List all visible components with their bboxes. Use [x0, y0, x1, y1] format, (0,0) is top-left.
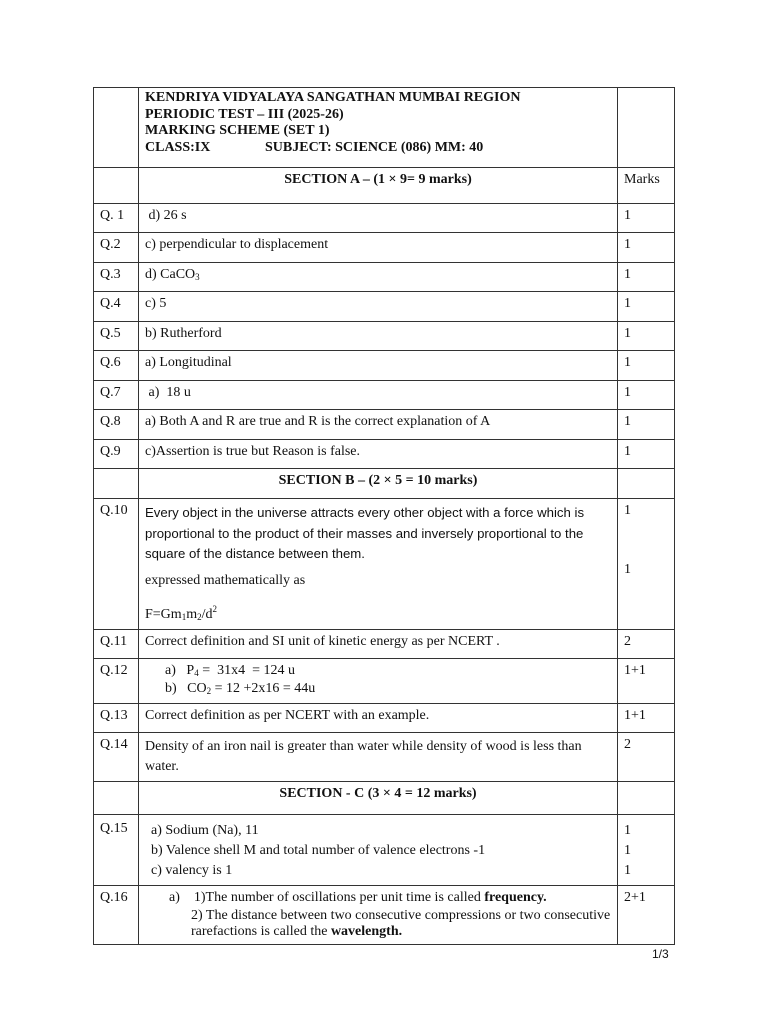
table-row [94, 351, 675, 381]
table-row [94, 885, 675, 944]
section-c-header-row [94, 781, 675, 814]
class-subject-line [145, 140, 611, 157]
header-row [94, 88, 675, 168]
marks: 1 [618, 204, 675, 233]
table-row [94, 410, 675, 440]
marks-header: Marks [618, 168, 675, 204]
question-number: Q.6 [94, 351, 139, 381]
question-number: Q.12 [94, 658, 139, 703]
question-number: Q.4 [94, 292, 139, 322]
question-number: Q.16 [94, 885, 139, 944]
marks: 1 1 [618, 499, 675, 630]
answer [139, 885, 618, 944]
table-row [94, 292, 675, 322]
marks: 2 [618, 732, 675, 781]
marks: 1 [618, 351, 675, 381]
q12-part-a: a) $P_4 = 31x4 = 124$ u [165, 662, 295, 678]
table-row [94, 204, 675, 233]
answer [139, 499, 618, 630]
table-row [94, 440, 675, 469]
answer: c) perpendicular to displacement [139, 233, 618, 263]
section-b-title: SECTION B – (2 × 5 = 10 marks) [139, 469, 618, 499]
table-row [94, 263, 675, 292]
answer: d) 26 s [139, 204, 618, 233]
gravitation-formula: $F=Gm_1m_2/d^2$ [145, 603, 217, 622]
marks: 1 [618, 381, 675, 410]
answer: d) CaCO$_3$ [139, 263, 618, 292]
question-number: Q.8 [94, 410, 139, 440]
table-row [94, 381, 675, 410]
question-number: Q.15 [94, 814, 139, 885]
marks: 2+1 [618, 885, 675, 944]
answer: c) 5 [139, 292, 618, 322]
marks: 1 [618, 410, 675, 440]
answer: Density of an iron nail is greater than water while density of wood is less than water. [139, 732, 618, 781]
school-name: KENDRIYA VIDYALAYA SANGATHAN MUMBAI REGION [145, 90, 521, 105]
question-number: Q.14 [94, 732, 139, 781]
question-number: Q.7 [94, 381, 139, 410]
gravitation-statement: Every object in the universe attracts every other object with a force which is proportional to the product of their masses and inversely proportional to the square of the distance between them. [145, 505, 585, 561]
question-number: Q.10 [94, 499, 139, 630]
question-number: Q.3 [94, 263, 139, 292]
section-a-header-row [94, 168, 675, 204]
marks: 2 [618, 629, 675, 658]
class-label: CLASS:IX [145, 139, 211, 155]
question-number: Q.2 [94, 233, 139, 263]
table-row [94, 732, 675, 781]
expression-label: expressed mathematically as [145, 572, 306, 588]
section-c-title: SECTION - C (3 × 4 = 12 marks) [139, 781, 618, 814]
section-b-header-row [94, 469, 675, 499]
question-number: Q.11 [94, 629, 139, 658]
answer: a) Sodium (Na), 11 b) Valence shell M and total number of valence electrons -1 c) valency is 1 [139, 814, 618, 885]
marks: 1 [618, 322, 675, 351]
question-number: Q.13 [94, 703, 139, 732]
question-number: Q. 1 [94, 204, 139, 233]
answer [139, 658, 618, 703]
marks: 1 [618, 233, 675, 263]
marks: 1 [618, 440, 675, 469]
answer: a) 18 u [139, 381, 618, 410]
marks: 1+1 [618, 658, 675, 703]
answer: c)Assertion is true but Reason is false. [139, 440, 618, 469]
subject-label: SUBJECT: SCIENCE (086) MM: 40 [265, 139, 484, 155]
table-row [94, 703, 675, 732]
header-cell [139, 88, 618, 168]
marks: 1 [618, 292, 675, 322]
q16-line1: a) 1)The number of oscillations per unit time is called frequency. [169, 889, 547, 905]
answer: a) Longitudinal [139, 351, 618, 381]
question-number: Q.5 [94, 322, 139, 351]
marks: 1 [618, 263, 675, 292]
table-row [94, 629, 675, 658]
question-number: Q.9 [94, 440, 139, 469]
table-row [94, 233, 675, 263]
table-row [94, 499, 675, 630]
scheme-title: MARKING SCHEME (SET 1) [145, 123, 330, 138]
q12-part-b: b) $CO_2 = 12 +2x16 = 44u$ [165, 680, 316, 696]
table-row [94, 322, 675, 351]
answer: Correct definition as per NCERT with an example. [139, 703, 618, 732]
q16-line2: 2) The distance between two consecutive compressions or two consecutive rarefactions is called the wavelength. [191, 907, 611, 939]
header-empty-cell-right [618, 88, 675, 168]
answer: Correct definition and SI unit of kinetic energy as per NCERT . [139, 629, 618, 658]
marks: 1+1 [618, 703, 675, 732]
header-empty-cell [94, 88, 139, 168]
section-a-title: SECTION A – (1 × 9= 9 marks) [139, 168, 618, 204]
marking-scheme-table [93, 87, 675, 945]
marks: 1 1 1 [618, 814, 675, 885]
answer: a) Both A and R are true and R is the correct explanation of A [139, 410, 618, 440]
table-row [94, 814, 675, 885]
test-name: PERIODIC TEST – III (2025-26) [145, 106, 344, 122]
answer: b) Rutherford [139, 322, 618, 351]
page-number: 1/3 [652, 947, 669, 961]
table-row [94, 658, 675, 703]
